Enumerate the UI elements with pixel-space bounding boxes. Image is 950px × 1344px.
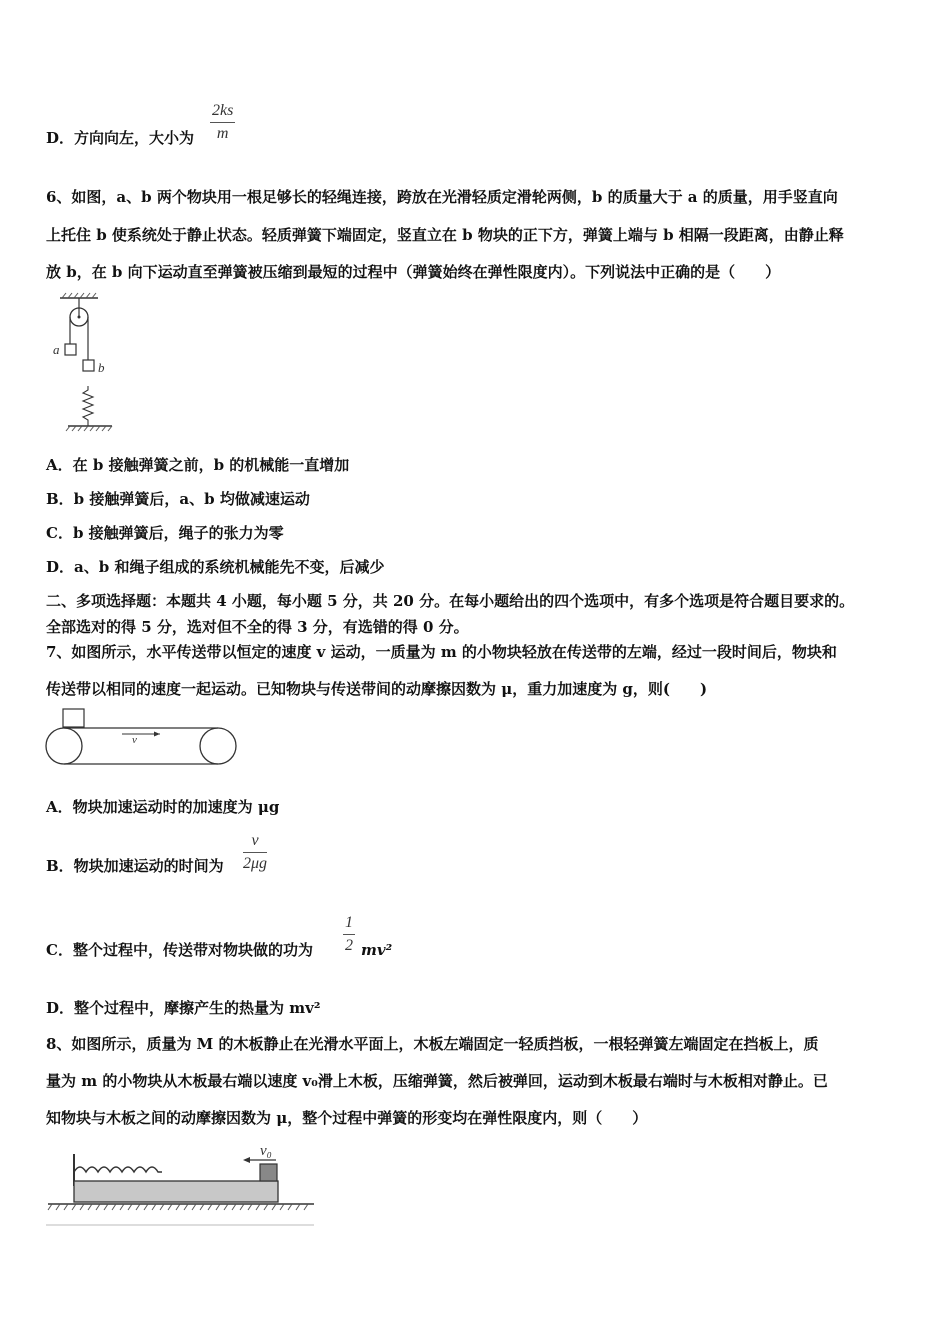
q6-pulley-figure (50, 292, 130, 434)
fig-label-a: a (53, 342, 60, 357)
q5-option-d: D．方向向左，大小为 (46, 129, 195, 147)
fraction-denominator: 2 (345, 937, 353, 954)
q5-option-d-fraction (210, 102, 235, 143)
q6-option-a: A．在 b 接触弹簧之前，b 的机械能一直增加 (46, 456, 350, 474)
q6-option-b: B．b 接触弹簧后，a、b 均做减速运动 (46, 490, 310, 508)
section2-heading-line1: 二、多项选择题：本题共 4 小题，每小题 5 分，共 20 分。在每小题给出的四个选项中，有多个选项是符合题目要求的。 (46, 592, 855, 610)
q7-option-d: D．整个过程中，摩擦产生的热量为 mv² (46, 999, 321, 1017)
q7-option-c: C．整个过程中，传送带对物块做的功为 (46, 941, 313, 959)
fig-label-b: b (98, 360, 105, 375)
q8-stem-line3: 知物块与木板之间的动摩擦因数为 μ，整个过程中弹簧的形变均在弹性限度内，则（ ） (46, 1109, 648, 1127)
q7-stem-line2: 传送带以相同的速度一起运动。已知物块与传送带间的动摩擦因数为 μ，重力加速度为 g，则( ) (46, 680, 708, 698)
q6-stem-line1: 6、如图，a、b 两个物块用一根足够长的轻绳连接，跨放在光滑轻质定滑轮两侧，b 的质量大于 a 的质量，用手竖直向 (46, 188, 838, 206)
q7-option-b-fraction (243, 832, 267, 873)
q6-option-d: D．a、b 和绳子组成的系统机械能先不变，后减少 (46, 558, 385, 576)
q8-stem-line1: 8、如图所示，质量为 M 的木板静止在光滑水平面上，木板左端固定一轻质挡板，一根轻弹簧左端固定在挡板上，质 (46, 1035, 819, 1053)
fraction-numerator: 2ks (210, 102, 235, 123)
q8-board-figure (44, 1136, 318, 1228)
q7-option-c-fraction (343, 914, 355, 955)
q7-option-c-tail: mv² (361, 941, 393, 959)
fraction-numerator: 1 (343, 914, 355, 935)
q7-conveyor-figure (42, 706, 242, 766)
fraction-denominator: 2μg (243, 855, 268, 872)
q6-stem-line2: 上托住 b 使系统处于静止状态。轻质弹簧下端固定，竖直立在 b 物块的正下方，弹簧上端与 b 相隔一段距离，由静止释 (46, 226, 844, 244)
fraction-numerator: v (243, 832, 267, 853)
fig-label-v0: v₀ (260, 1143, 272, 1159)
q7-option-b: B．物块加速运动的时间为 (46, 857, 224, 875)
section2-heading-line2: 全部选对的得 5 分，选对但不全的得 3 分，有选错的得 0 分。 (46, 618, 469, 636)
q6-option-c: C．b 接触弹簧后，绳子的张力为零 (46, 524, 284, 542)
q7-option-a: A．物块加速运动时的加速度为 μg (46, 798, 280, 816)
fig-label-v: v (132, 734, 137, 746)
fraction-denominator: m (216, 125, 229, 142)
q8-stem-line2: 量为 m 的小物块从木板最右端以速度 v₀滑上木板，压缩弹簧，然后被弹回，运动到木板最右端时与木板相对静止。已 (46, 1072, 828, 1090)
q7-stem-line1: 7、如图所示，水平传送带以恒定的速度 v 运动，一质量为 m 的小物块轻放在传送带的左端，经过一段时间后，物块和 (46, 643, 837, 661)
q6-stem-line3: 放 b，在 b 向下运动直至弹簧被压缩到最短的过程中（弹簧始终在弹性限度内）。下列说法中正确的是（ ） (46, 263, 781, 281)
